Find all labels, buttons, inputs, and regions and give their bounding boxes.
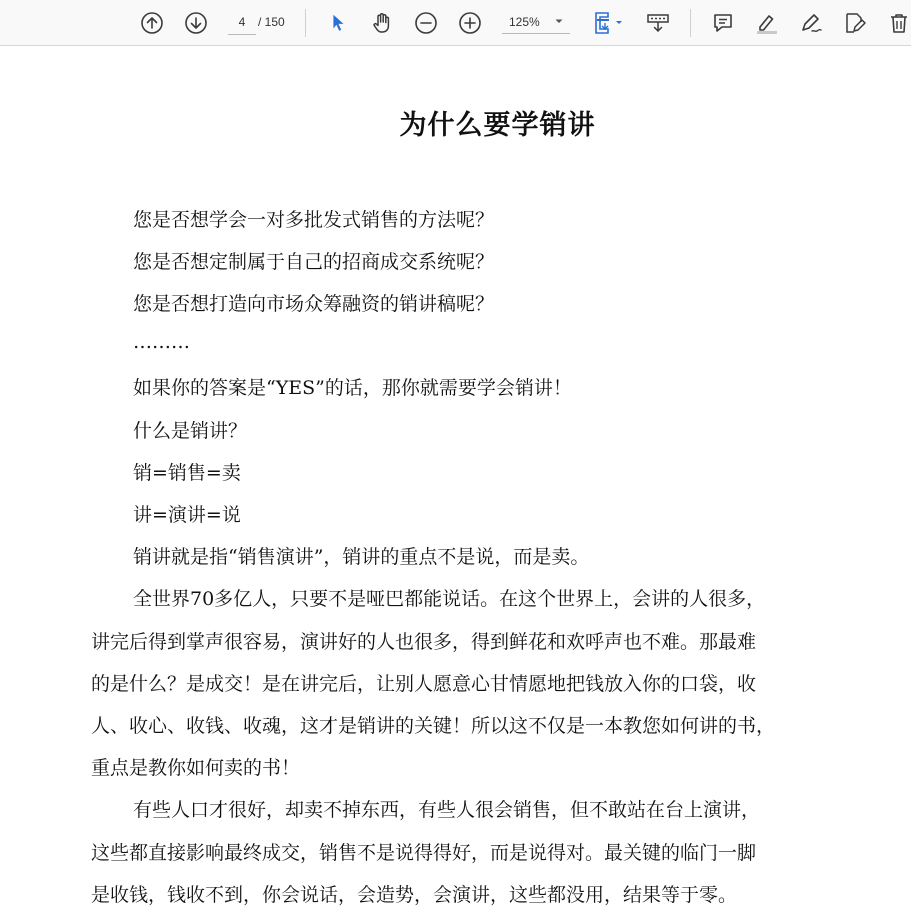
fill-sign-button[interactable] <box>840 8 870 38</box>
fit-page-button[interactable] <box>588 8 628 38</box>
title-area <box>0 47 911 167</box>
hand-tool-button[interactable] <box>367 8 397 38</box>
plus-circle-icon <box>458 11 482 35</box>
text-line: 销=销售=卖 <box>133 462 241 484</box>
fill-sign-icon <box>842 11 868 35</box>
text-line: 您是否想定制属于自己的招商成交系统呢？ <box>133 251 495 273</box>
chevron-down-icon <box>554 16 564 26</box>
toolbar-divider <box>690 9 691 37</box>
zoom-level-value: 125% <box>509 15 540 29</box>
add-comment-button[interactable] <box>708 8 738 38</box>
scroll-mode-button[interactable] <box>643 8 673 38</box>
text-line: 人、收心、收钱、收魂，这才是销讲的关键！所以这不仅是一本教您如何讲的书， <box>91 715 776 737</box>
highlighter-icon <box>754 11 780 35</box>
page-title: 为什么要学销讲 <box>399 110 596 141</box>
document-page <box>0 47 911 920</box>
text-line: 全世界70多亿人，只要不是哑巴都能说话。在这个世界上，会讲的人很多， <box>133 588 766 610</box>
text-line: 销讲就是指“销售演讲”，销讲的重点不是说，而是卖。 <box>133 546 590 568</box>
draw-button[interactable] <box>796 8 826 38</box>
arrow-up-circle-icon <box>140 11 164 35</box>
next-page-button[interactable] <box>181 8 211 38</box>
text-line: 您是否想学会一对多批发式销售的方法呢？ <box>133 209 495 231</box>
comment-icon <box>711 11 735 35</box>
select-tool-button[interactable] <box>323 8 353 38</box>
text-line: 重点是教你如何卖的书！ <box>91 757 301 779</box>
page-number-input[interactable] <box>228 10 256 35</box>
zoom-level-select[interactable] <box>502 10 570 34</box>
page-total: / 150 <box>258 15 285 29</box>
minus-circle-icon <box>414 11 438 35</box>
delete-button[interactable] <box>884 8 911 38</box>
trash-icon <box>887 11 911 35</box>
toolbar-divider <box>305 9 306 37</box>
text-line: ……… <box>133 331 190 353</box>
text-line: 什么是销讲？ <box>133 420 248 442</box>
text-line: 有些人口才很好，却卖不掉东西，有些人很会销售，但不敢站在台上演讲， <box>133 799 761 821</box>
scroll-mode-icon <box>645 11 671 35</box>
zoom-out-button[interactable] <box>411 8 441 38</box>
hand-icon <box>370 11 394 35</box>
pen-icon <box>798 11 824 35</box>
text-line: 的是什么？是成交！是在讲完后，让别人愿意心甘情愿地把钱放入你的口袋，收 <box>91 673 757 695</box>
text-line: 您是否想打造向市场众筹融资的销讲稿呢？ <box>133 293 495 315</box>
previous-page-button[interactable] <box>137 8 167 38</box>
text-line: 讲=演讲=说 <box>133 504 241 526</box>
highlight-button[interactable] <box>752 8 782 38</box>
fit-page-icon <box>591 10 625 36</box>
text-line: 这些都直接影响最终成交，销售不是说得得好，而是说得对。最关键的临门一脚 <box>91 842 757 864</box>
cursor-arrow-icon <box>327 12 349 34</box>
pdf-toolbar <box>0 0 911 46</box>
text-line: 是收钱，钱收不到，你会说话，会造势，会演讲，这些都没用，结果等于零。 <box>91 884 738 906</box>
zoom-in-button[interactable] <box>455 8 485 38</box>
text-line: 讲完后得到掌声很容易，演讲好的人也很多，得到鲜花和欢呼声也不难。那最难 <box>91 631 757 653</box>
text-line: 如果你的答案是“YES”的话，那你就需要学会销讲！ <box>133 377 572 399</box>
arrow-down-circle-icon <box>184 11 208 35</box>
